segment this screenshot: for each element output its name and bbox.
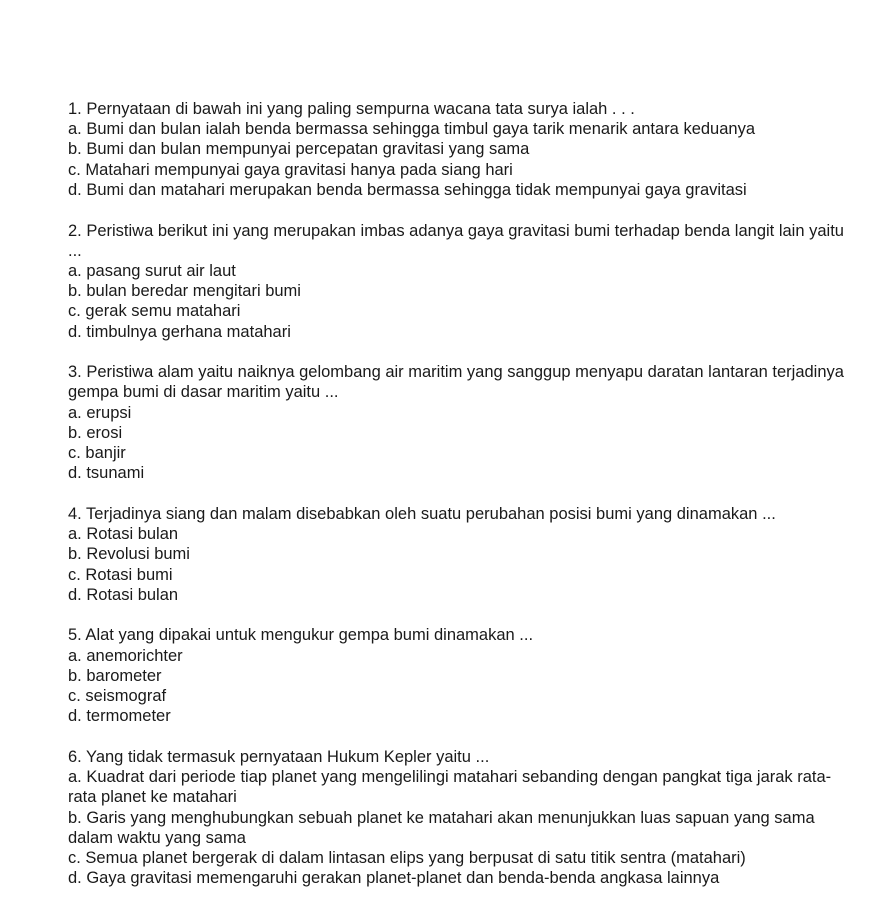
question-4 (68, 504, 858, 605)
question-text: 2. Peristiwa berikut ini yang merupakan imbas adanya gaya gravitasi bumi terhadap benda langit lain yaitu ... (68, 221, 844, 260)
option-a: a. Rotasi bulan (68, 525, 179, 544)
option-d: d. Bumi dan matahari merupakan benda bermassa sehingga tidak mempunyai gaya gravitasi (68, 180, 747, 199)
question-text: 4. Terjadinya siang dan malam disebabkan oleh suatu perubahan posisi bumi yang dinamakan ... (68, 504, 776, 523)
question-6 (68, 747, 858, 888)
option-c: c. Rotasi bumi (68, 565, 173, 584)
option-c: c. banjir (68, 444, 126, 463)
question-5 (68, 625, 858, 726)
option-b: b. erosi (68, 423, 123, 442)
option-b: b. Revolusi bumi (68, 545, 190, 564)
option-d: d. termometer (68, 707, 171, 726)
question-text: 3. Peristiwa alam yaitu naiknya gelombang air maritim yang sanggup menyapu daratan lantaran terjadinya gempa bumi di dasar maritim yaitu ... (68, 363, 844, 402)
question-text: 5. Alat yang dipakai untuk mengukur gempa bumi dinamakan ... (68, 626, 534, 645)
option-c: c. Matahari mempunyai gaya gravitasi hanya pada siang hari (68, 160, 513, 179)
option-a: a. anemorichter (68, 646, 183, 665)
option-d: d. timbulnya gerhana matahari (68, 322, 291, 341)
option-b: b. bulan beredar mengitari bumi (68, 282, 301, 301)
question-3 (68, 362, 858, 483)
question-1 (68, 99, 858, 200)
option-b: b. barometer (68, 666, 162, 685)
question-text: 6. Yang tidak termasuk pernyataan Hukum Kepler yaitu ... (68, 747, 490, 766)
option-a: a. Bumi dan bulan ialah benda bermassa sehingga timbul gaya tarik menarik antara keduanya (68, 120, 756, 139)
question-2 (68, 221, 858, 342)
option-c: c. gerak semu matahari (68, 302, 241, 321)
option-c: c. Semua planet bergerak di dalam lintasan elips yang berpusat di satu titik sentra (matahari) (68, 849, 746, 867)
option-b: b. Garis yang menghubungkan sebuah planet ke matahari akan menunjukkan luas sapuan yang sama dalam waktu yang sama (68, 808, 815, 847)
option-a: a. erupsi (68, 403, 132, 422)
quiz-document (68, 99, 858, 909)
option-a: a. Kuadrat dari periode tiap planet yang mengelilingi matahari sebanding dengan pangkat tiga jarak rata-rata planet ke matahari (68, 768, 832, 807)
option-d: d. Gaya gravitasi memengaruhi gerakan planet-planet dan benda-benda angkasa lainnya (68, 869, 720, 888)
option-a: a. pasang surut air laut (68, 261, 236, 280)
question-text: 1. Pernyataan di bawah ini yang paling sempurna wacana tata surya ialah . . . (68, 100, 635, 118)
option-c: c. seismograf (68, 687, 167, 706)
option-b: b. Bumi dan bulan mempunyai percepatan gravitasi yang sama (68, 140, 530, 159)
option-d: d. Rotasi bulan (68, 585, 179, 604)
option-d: d. tsunami (68, 464, 145, 483)
